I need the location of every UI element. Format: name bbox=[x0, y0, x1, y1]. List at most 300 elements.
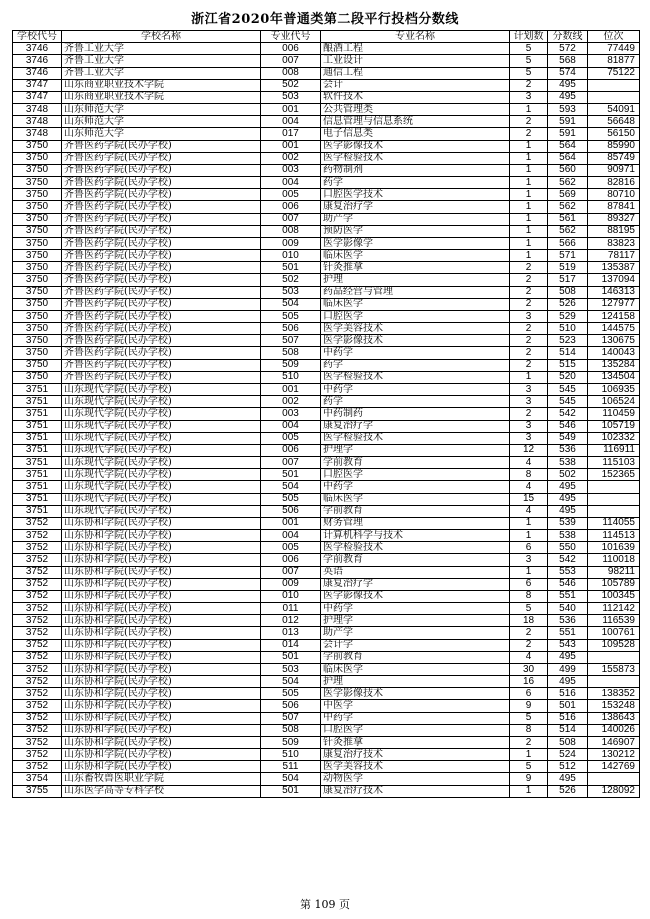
score-line-cell: 495 bbox=[548, 493, 588, 505]
plan-count-cell: 2 bbox=[510, 335, 548, 347]
plan-count-cell: 3 bbox=[510, 420, 548, 432]
score-line-cell: 495 bbox=[548, 91, 588, 103]
score-line-cell: 542 bbox=[548, 408, 588, 420]
header-rank: 位次 bbox=[588, 31, 640, 43]
major-code-cell: 004 bbox=[261, 420, 321, 432]
plan-count-cell: 1 bbox=[510, 140, 548, 152]
major-name-cell: 中药学 bbox=[321, 347, 510, 359]
score-line-cell: 551 bbox=[548, 590, 588, 602]
major-code-cell: 504 bbox=[261, 481, 321, 493]
major-code-cell: 507 bbox=[261, 712, 321, 724]
major-code-cell: 007 bbox=[261, 457, 321, 469]
score-line-cell: 519 bbox=[548, 262, 588, 274]
score-line-cell: 569 bbox=[548, 189, 588, 201]
plan-count-cell: 8 bbox=[510, 724, 548, 736]
school-name-cell: 齐鲁医药学院(民办学校) bbox=[62, 140, 261, 152]
score-line-cell: 551 bbox=[548, 627, 588, 639]
school-code-cell: 3747 bbox=[13, 91, 62, 103]
rank-cell: 144575 bbox=[588, 323, 640, 335]
score-line-cell: 508 bbox=[548, 286, 588, 298]
school-name-cell: 山东协和学院(民办学校) bbox=[62, 663, 261, 675]
major-name-cell: 酿酒工程 bbox=[321, 43, 510, 55]
major-code-cell: 004 bbox=[261, 116, 321, 128]
major-code-cell: 003 bbox=[261, 164, 321, 176]
rank-cell: 85749 bbox=[588, 152, 640, 164]
school-code-cell: 3752 bbox=[13, 627, 62, 639]
major-name-cell: 医学影像技术 bbox=[321, 140, 510, 152]
plan-count-cell: 9 bbox=[510, 773, 548, 785]
major-code-cell: 004 bbox=[261, 177, 321, 189]
score-line-cell: 526 bbox=[548, 785, 588, 797]
school-name-cell: 齐鲁医药学院(民办学校) bbox=[62, 164, 261, 176]
major-name-cell: 中医学 bbox=[321, 700, 510, 712]
school-name-cell: 山东现代学院(民办学校) bbox=[62, 469, 261, 481]
major-code-cell: 002 bbox=[261, 396, 321, 408]
major-code-cell: 505 bbox=[261, 493, 321, 505]
page-title: 浙江省2020年普通类第二段平行投档分数线 bbox=[191, 12, 459, 27]
major-code-cell: 504 bbox=[261, 676, 321, 688]
major-name-cell: 医学影像学 bbox=[321, 237, 510, 249]
major-name-cell: 医学影像技术 bbox=[321, 688, 510, 700]
table-row bbox=[13, 201, 640, 213]
page-number: 第 109 页 bbox=[300, 898, 350, 911]
school-name-cell: 山东协和学院(民办学校) bbox=[62, 639, 261, 651]
table-row bbox=[13, 55, 640, 67]
school-code-cell: 3750 bbox=[13, 152, 62, 164]
major-code-cell: 507 bbox=[261, 335, 321, 347]
major-name-cell: 助产学 bbox=[321, 213, 510, 225]
rank-cell: 135284 bbox=[588, 359, 640, 371]
major-name-cell: 护理 bbox=[321, 274, 510, 286]
table-row bbox=[13, 761, 640, 773]
school-name-cell: 山东师范大学 bbox=[62, 128, 261, 140]
school-code-cell: 3752 bbox=[13, 724, 62, 736]
major-code-cell: 010 bbox=[261, 250, 321, 262]
school-name-cell: 山东现代学院(民办学校) bbox=[62, 505, 261, 517]
plan-count-cell: 18 bbox=[510, 615, 548, 627]
plan-count-cell: 15 bbox=[510, 493, 548, 505]
score-line-cell: 562 bbox=[548, 177, 588, 189]
admission-score-table bbox=[12, 30, 640, 798]
school-name-cell: 齐鲁医药学院(民办学校) bbox=[62, 323, 261, 335]
school-code-cell: 3750 bbox=[13, 164, 62, 176]
major-code-cell: 501 bbox=[261, 469, 321, 481]
school-name-cell: 山东现代学院(民办学校) bbox=[62, 444, 261, 456]
school-code-cell: 3750 bbox=[13, 225, 62, 237]
school-name-cell: 齐鲁医药学院(民办学校) bbox=[62, 225, 261, 237]
rank-cell: 153248 bbox=[588, 700, 640, 712]
major-name-cell: 临床医学 bbox=[321, 298, 510, 310]
school-name-cell: 山东协和学院(民办学校) bbox=[62, 530, 261, 542]
table-row bbox=[13, 225, 640, 237]
plan-count-cell: 2 bbox=[510, 286, 548, 298]
school-name-cell: 山东协和学院(民办学校) bbox=[62, 761, 261, 773]
rank-cell bbox=[588, 79, 640, 91]
plan-count-cell: 5 bbox=[510, 67, 548, 79]
score-line-cell: 526 bbox=[548, 298, 588, 310]
score-line-cell: 495 bbox=[548, 79, 588, 91]
plan-count-cell: 1 bbox=[510, 785, 548, 797]
rank-cell bbox=[588, 676, 640, 688]
major-code-cell: 001 bbox=[261, 104, 321, 116]
major-name-cell: 口腔医学 bbox=[321, 310, 510, 322]
school-name-cell: 齐鲁医药学院(民办学校) bbox=[62, 310, 261, 322]
school-name-cell: 齐鲁医药学院(民办学校) bbox=[62, 152, 261, 164]
table-row bbox=[13, 432, 640, 444]
rank-cell: 77449 bbox=[588, 43, 640, 55]
plan-count-cell: 1 bbox=[510, 152, 548, 164]
score-line-cell: 517 bbox=[548, 274, 588, 286]
score-line-cell: 562 bbox=[548, 201, 588, 213]
school-name-cell: 山东师范大学 bbox=[62, 116, 261, 128]
major-code-cell: 008 bbox=[261, 67, 321, 79]
table-row bbox=[13, 554, 640, 566]
score-line-cell: 520 bbox=[548, 371, 588, 383]
table-row bbox=[13, 383, 640, 395]
school-code-cell: 3746 bbox=[13, 43, 62, 55]
major-name-cell: 学前教育 bbox=[321, 457, 510, 469]
score-line-cell: 564 bbox=[548, 152, 588, 164]
school-name-cell: 齐鲁医药学院(民办学校) bbox=[62, 262, 261, 274]
school-code-cell: 3751 bbox=[13, 396, 62, 408]
major-name-cell: 医学美容技术 bbox=[321, 323, 510, 335]
school-name-cell: 山东协和学院(民办学校) bbox=[62, 736, 261, 748]
major-code-cell: 005 bbox=[261, 542, 321, 554]
score-line-cell: 510 bbox=[548, 323, 588, 335]
plan-count-cell: 2 bbox=[510, 116, 548, 128]
header-major-name: 专业名称 bbox=[321, 31, 510, 43]
rank-cell: 54091 bbox=[588, 104, 640, 116]
table-header-row bbox=[13, 31, 640, 43]
major-name-cell: 会计 bbox=[321, 79, 510, 91]
school-code-cell: 3750 bbox=[13, 213, 62, 225]
header-score-line: 分数线 bbox=[548, 31, 588, 43]
table-row bbox=[13, 481, 640, 493]
school-code-cell: 3752 bbox=[13, 736, 62, 748]
table-row bbox=[13, 274, 640, 286]
score-line-cell: 512 bbox=[548, 761, 588, 773]
major-code-cell: 504 bbox=[261, 773, 321, 785]
major-code-cell: 506 bbox=[261, 323, 321, 335]
score-line-cell: 553 bbox=[548, 566, 588, 578]
major-code-cell: 014 bbox=[261, 639, 321, 651]
major-name-cell: 医学美容技术 bbox=[321, 761, 510, 773]
school-code-cell: 3748 bbox=[13, 128, 62, 140]
plan-count-cell: 3 bbox=[510, 383, 548, 395]
plan-count-cell: 1 bbox=[510, 237, 548, 249]
rank-cell: 90971 bbox=[588, 164, 640, 176]
major-name-cell: 电子信息类 bbox=[321, 128, 510, 140]
major-code-cell: 013 bbox=[261, 627, 321, 639]
rank-cell: 110018 bbox=[588, 554, 640, 566]
rank-cell bbox=[588, 493, 640, 505]
table-row bbox=[13, 676, 640, 688]
major-name-cell: 临床医学 bbox=[321, 663, 510, 675]
school-code-cell: 3750 bbox=[13, 250, 62, 262]
plan-count-cell: 6 bbox=[510, 542, 548, 554]
rank-cell: 128092 bbox=[588, 785, 640, 797]
school-name-cell: 山东协和学院(民办学校) bbox=[62, 566, 261, 578]
school-name-cell: 齐鲁医药学院(民办学校) bbox=[62, 237, 261, 249]
school-name-cell: 齐鲁医药学院(民办学校) bbox=[62, 177, 261, 189]
table-row bbox=[13, 724, 640, 736]
rank-cell: 105789 bbox=[588, 578, 640, 590]
rank-cell: 130675 bbox=[588, 335, 640, 347]
school-code-cell: 3752 bbox=[13, 761, 62, 773]
school-code-cell: 3752 bbox=[13, 712, 62, 724]
table-row bbox=[13, 408, 640, 420]
major-name-cell: 助产学 bbox=[321, 627, 510, 639]
school-name-cell: 山东医学高等专科学校 bbox=[62, 785, 261, 797]
score-line-cell: 515 bbox=[548, 359, 588, 371]
school-name-cell: 山东协和学院(民办学校) bbox=[62, 688, 261, 700]
school-name-cell: 山东协和学院(民办学校) bbox=[62, 590, 261, 602]
plan-count-cell: 2 bbox=[510, 298, 548, 310]
major-code-cell: 503 bbox=[261, 663, 321, 675]
major-name-cell: 学前教育 bbox=[321, 505, 510, 517]
school-code-cell: 3751 bbox=[13, 420, 62, 432]
plan-count-cell: 1 bbox=[510, 177, 548, 189]
table-row bbox=[13, 359, 640, 371]
school-code-cell: 3752 bbox=[13, 554, 62, 566]
plan-count-cell: 5 bbox=[510, 55, 548, 67]
school-code-cell: 3752 bbox=[13, 542, 62, 554]
major-name-cell: 会计学 bbox=[321, 639, 510, 651]
major-code-cell: 506 bbox=[261, 505, 321, 517]
school-code-cell: 3751 bbox=[13, 383, 62, 395]
rank-cell: 88195 bbox=[588, 225, 640, 237]
major-name-cell: 护理学 bbox=[321, 615, 510, 627]
school-code-cell: 3752 bbox=[13, 639, 62, 651]
major-code-cell: 508 bbox=[261, 724, 321, 736]
rank-cell: 155873 bbox=[588, 663, 640, 675]
major-name-cell: 医学检验技术 bbox=[321, 432, 510, 444]
school-name-cell: 山东现代学院(民办学校) bbox=[62, 493, 261, 505]
plan-count-cell: 1 bbox=[510, 517, 548, 529]
major-name-cell: 药学 bbox=[321, 396, 510, 408]
score-line-cell: 549 bbox=[548, 432, 588, 444]
rank-cell: 116539 bbox=[588, 615, 640, 627]
school-name-cell: 齐鲁工业大学 bbox=[62, 43, 261, 55]
table-row bbox=[13, 250, 640, 262]
major-name-cell: 临床医学 bbox=[321, 493, 510, 505]
rank-cell: 115103 bbox=[588, 457, 640, 469]
plan-count-cell: 5 bbox=[510, 603, 548, 615]
table-row bbox=[13, 104, 640, 116]
rank-cell: 105719 bbox=[588, 420, 640, 432]
major-name-cell: 药品经营与管理 bbox=[321, 286, 510, 298]
score-line-cell: 529 bbox=[548, 310, 588, 322]
school-name-cell: 齐鲁医药学院(民办学校) bbox=[62, 359, 261, 371]
table-row bbox=[13, 773, 640, 785]
score-line-cell: 568 bbox=[548, 55, 588, 67]
plan-count-cell: 4 bbox=[510, 651, 548, 663]
school-name-cell: 齐鲁医药学院(民办学校) bbox=[62, 298, 261, 310]
rank-cell: 146907 bbox=[588, 736, 640, 748]
major-name-cell: 中药学 bbox=[321, 603, 510, 615]
major-name-cell: 中药学 bbox=[321, 712, 510, 724]
school-code-cell: 3748 bbox=[13, 104, 62, 116]
rank-cell: 75122 bbox=[588, 67, 640, 79]
rank-cell bbox=[588, 651, 640, 663]
major-name-cell: 医学影像技术 bbox=[321, 590, 510, 602]
table-row bbox=[13, 116, 640, 128]
rank-cell: 56648 bbox=[588, 116, 640, 128]
school-code-cell: 3752 bbox=[13, 615, 62, 627]
major-code-cell: 505 bbox=[261, 688, 321, 700]
score-line-cell: 516 bbox=[548, 688, 588, 700]
school-name-cell: 山东师范大学 bbox=[62, 104, 261, 116]
table-row bbox=[13, 785, 640, 797]
school-code-cell: 3750 bbox=[13, 347, 62, 359]
rank-cell: 142769 bbox=[588, 761, 640, 773]
plan-count-cell: 3 bbox=[510, 310, 548, 322]
major-code-cell: 009 bbox=[261, 237, 321, 249]
major-code-cell: 007 bbox=[261, 213, 321, 225]
plan-count-cell: 8 bbox=[510, 469, 548, 481]
major-code-cell: 501 bbox=[261, 651, 321, 663]
school-code-cell: 3752 bbox=[13, 651, 62, 663]
score-line-cell: 591 bbox=[548, 128, 588, 140]
plan-count-cell: 2 bbox=[510, 359, 548, 371]
school-name-cell: 齐鲁医药学院(民办学校) bbox=[62, 335, 261, 347]
school-name-cell: 山东协和学院(民办学校) bbox=[62, 517, 261, 529]
score-line-cell: 574 bbox=[548, 67, 588, 79]
school-name-cell: 山东协和学院(民办学校) bbox=[62, 542, 261, 554]
plan-count-cell: 5 bbox=[510, 712, 548, 724]
plan-count-cell: 6 bbox=[510, 688, 548, 700]
major-name-cell: 口腔医学技术 bbox=[321, 189, 510, 201]
school-code-cell: 3751 bbox=[13, 408, 62, 420]
header-school-code: 学校代号 bbox=[13, 31, 62, 43]
table-row bbox=[13, 335, 640, 347]
major-name-cell: 软件技术 bbox=[321, 91, 510, 103]
rank-cell: 140026 bbox=[588, 724, 640, 736]
score-line-cell: 536 bbox=[548, 615, 588, 627]
rank-cell bbox=[588, 773, 640, 785]
school-code-cell: 3750 bbox=[13, 189, 62, 201]
rank-cell: 114513 bbox=[588, 530, 640, 542]
score-line-cell: 542 bbox=[548, 554, 588, 566]
table-row bbox=[13, 128, 640, 140]
rank-cell: 124158 bbox=[588, 310, 640, 322]
score-line-cell: 564 bbox=[548, 140, 588, 152]
rank-cell: 106935 bbox=[588, 383, 640, 395]
major-name-cell: 医学检验技术 bbox=[321, 152, 510, 164]
major-name-cell: 护理学 bbox=[321, 444, 510, 456]
school-name-cell: 齐鲁医药学院(民办学校) bbox=[62, 250, 261, 262]
plan-count-cell: 4 bbox=[510, 505, 548, 517]
rank-cell: 100345 bbox=[588, 590, 640, 602]
score-line-cell: 545 bbox=[548, 396, 588, 408]
school-name-cell: 山东商业职业技术学院 bbox=[62, 91, 261, 103]
score-line-cell: 495 bbox=[548, 481, 588, 493]
major-code-cell: 503 bbox=[261, 286, 321, 298]
major-code-cell: 503 bbox=[261, 91, 321, 103]
school-code-cell: 3750 bbox=[13, 177, 62, 189]
school-name-cell: 齐鲁医药学院(民办学校) bbox=[62, 286, 261, 298]
major-name-cell: 口腔医学 bbox=[321, 469, 510, 481]
school-code-cell: 3752 bbox=[13, 688, 62, 700]
major-name-cell: 学前教育 bbox=[321, 651, 510, 663]
major-code-cell: 003 bbox=[261, 408, 321, 420]
school-name-cell: 山东现代学院(民办学校) bbox=[62, 408, 261, 420]
table-row bbox=[13, 566, 640, 578]
school-name-cell: 山东协和学院(民办学校) bbox=[62, 554, 261, 566]
major-code-cell: 502 bbox=[261, 79, 321, 91]
rank-cell: 135387 bbox=[588, 262, 640, 274]
plan-count-cell: 30 bbox=[510, 663, 548, 675]
rank-cell: 140043 bbox=[588, 347, 640, 359]
rank-cell: 85990 bbox=[588, 140, 640, 152]
major-code-cell: 006 bbox=[261, 43, 321, 55]
school-name-cell: 齐鲁医药学院(民办学校) bbox=[62, 347, 261, 359]
table-row bbox=[13, 189, 640, 201]
plan-count-cell: 1 bbox=[510, 749, 548, 761]
major-name-cell: 财务管理 bbox=[321, 517, 510, 529]
major-code-cell: 017 bbox=[261, 128, 321, 140]
score-line-cell: 571 bbox=[548, 250, 588, 262]
school-code-cell: 3751 bbox=[13, 481, 62, 493]
major-name-cell: 针灸推拿 bbox=[321, 736, 510, 748]
major-code-cell: 509 bbox=[261, 736, 321, 748]
major-name-cell: 中药学 bbox=[321, 383, 510, 395]
rank-cell: 112142 bbox=[588, 603, 640, 615]
major-code-cell: 510 bbox=[261, 749, 321, 761]
rank-cell: 106524 bbox=[588, 396, 640, 408]
major-name-cell: 工业设计 bbox=[321, 55, 510, 67]
table-row bbox=[13, 79, 640, 91]
school-code-cell: 3750 bbox=[13, 274, 62, 286]
major-name-cell: 动物医学 bbox=[321, 773, 510, 785]
school-code-cell: 3751 bbox=[13, 505, 62, 517]
school-code-cell: 3750 bbox=[13, 298, 62, 310]
major-code-cell: 501 bbox=[261, 785, 321, 797]
major-name-cell: 医学检验技术 bbox=[321, 542, 510, 554]
major-code-cell: 006 bbox=[261, 554, 321, 566]
score-line-cell: 560 bbox=[548, 164, 588, 176]
table-row bbox=[13, 67, 640, 79]
school-code-cell: 3752 bbox=[13, 578, 62, 590]
major-code-cell: 009 bbox=[261, 578, 321, 590]
score-line-cell: 495 bbox=[548, 505, 588, 517]
major-name-cell: 英语 bbox=[321, 566, 510, 578]
major-code-cell: 008 bbox=[261, 225, 321, 237]
major-name-cell: 公共管理类 bbox=[321, 104, 510, 116]
major-name-cell: 预防医学 bbox=[321, 225, 510, 237]
table-row bbox=[13, 712, 640, 724]
school-name-cell: 齐鲁医药学院(民办学校) bbox=[62, 189, 261, 201]
plan-count-cell: 2 bbox=[510, 408, 548, 420]
major-code-cell: 011 bbox=[261, 603, 321, 615]
rank-cell: 102332 bbox=[588, 432, 640, 444]
table-row bbox=[13, 396, 640, 408]
table-row bbox=[13, 444, 640, 456]
plan-count-cell: 2 bbox=[510, 347, 548, 359]
school-code-cell: 3752 bbox=[13, 603, 62, 615]
major-code-cell: 502 bbox=[261, 274, 321, 286]
major-name-cell: 通信工程 bbox=[321, 67, 510, 79]
major-code-cell: 004 bbox=[261, 530, 321, 542]
score-line-cell: 546 bbox=[548, 578, 588, 590]
school-code-cell: 3750 bbox=[13, 262, 62, 274]
rank-cell: 137094 bbox=[588, 274, 640, 286]
major-code-cell: 001 bbox=[261, 517, 321, 529]
score-line-cell: 508 bbox=[548, 736, 588, 748]
school-code-cell: 3752 bbox=[13, 530, 62, 542]
school-name-cell: 山东现代学院(民办学校) bbox=[62, 396, 261, 408]
plan-count-cell: 1 bbox=[510, 164, 548, 176]
